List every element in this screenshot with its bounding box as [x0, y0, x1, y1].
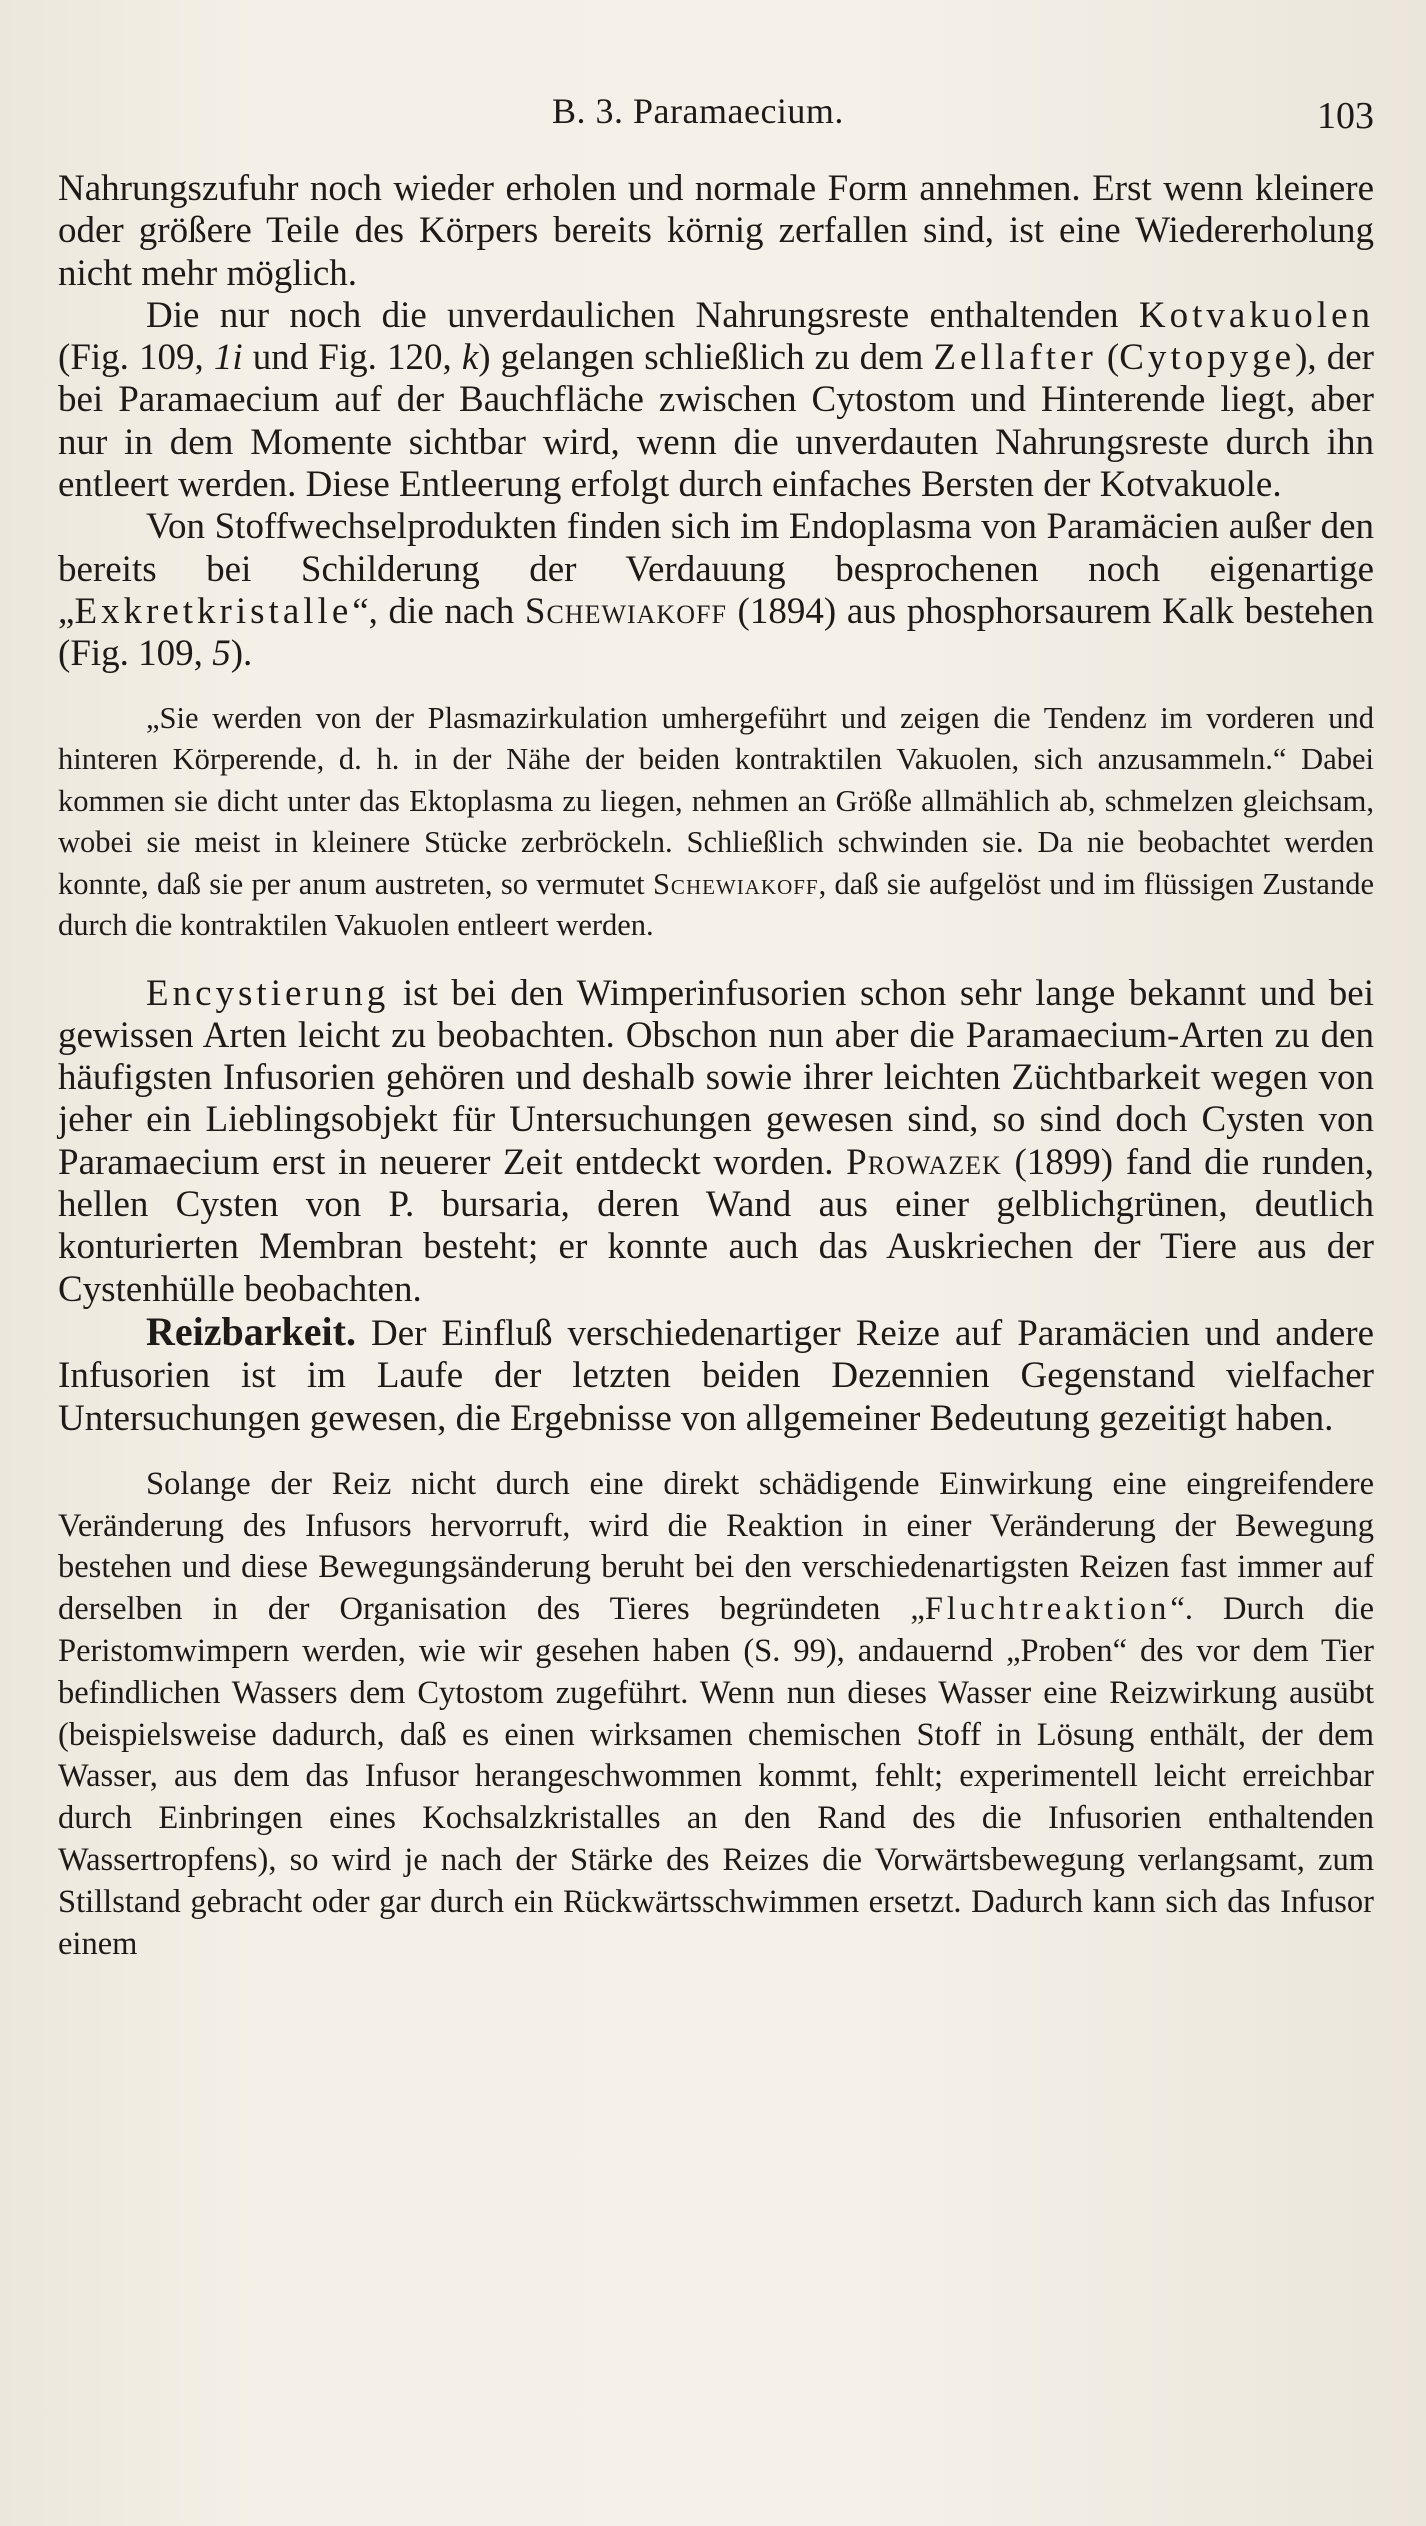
term-zellafter: Zellafter: [933, 337, 1097, 379]
paragraph-3-text: ).: [230, 633, 253, 675]
paragraph-4-text: (1899) fand die runden, hellen Cysten von P. bursaria, deren Wand aus einer gelblichgrünen, deutlich konturierten Membran besteht; er konnte auch das Auskriechen der Tiere aus der Cystenhülle beobachten.: [58, 1141, 1374, 1310]
term-cytopyge: Cytopyge: [1119, 337, 1296, 379]
paragraph-2-text: und Fig. 120,: [242, 337, 462, 379]
term-fluchtreaktion: Fluchtreaktion: [924, 1591, 1171, 1628]
paragraph-3: [58, 506, 1374, 675]
author-name: Prowazek: [846, 1141, 1002, 1183]
running-title: B. 3. Paramaecium.: [552, 91, 844, 131]
quotation-text: „Sie werden von der Plasmazirkulation umhergeführt und zeigen die Tendenz im vorderen und hinteren Körperende, d. h. in der Nähe der beiden kontraktilen Vakuolen, sich anzusammeln.“ Dabei kommen sie dicht unter das Ektoplasma zu liegen, nehmen an Größe allmählich ab, schmelzen gleichsam, wobei sie meist in kleinere Stücke zerbröckeln. Schließlich schwinden sie. Da nie beobachtet werden konnte, daß sie per anum austreten, so vermutet: [58, 700, 1374, 901]
page-header: [0, 84, 1426, 144]
paragraph-6-text: Solange der Reiz nicht durch eine direkt schädigende Einwirkung eine eingreifendere Veränderung des Infusors hervorruft, wird die Reaktion in einer Veränderung der Bewegung bestehen und diese Bewegungsänderung beruht bei den verschiedenartigsten Reizen fast immer auf derselben in der Organisation des Tieres begründeten „: [58, 1465, 1374, 1628]
author-name: Schewiakoff: [524, 590, 727, 632]
paragraph-6-text: “. Durch die Peristomwimpern werden, wie wir gesehen haben (S. 99), andauernd „Proben“ des vor dem Tier befindlichen Wassers dem Cytostom zugeführt. Wenn nun dieses Wasser eine Reizwirkung ausübt (beispielsweise dadurch, daß es einen wirksamen chemischen Stoff in Lösung enthält, der dem Wasser, aus dem das Infusor herangeschwommen kommt, fehlt; experimentell leicht erreichbar durch Einbringen eines Kochsalzkristalles an den Rand des die Infusorien enthaltenden Wassertropfens), so wird je nach der Stärke des Reizes die Vorwärtsbewegung verlangsamt, zum Stillstand gebracht oder gar durch ein Rückwärtsschwimmen ersetzt. Dadurch kann sich das Infusor einem: [58, 1591, 1374, 1962]
figure-ref: 1i: [213, 337, 243, 379]
paragraph-2-text: (Fig. 109,: [58, 337, 214, 379]
paragraph-1: [58, 168, 1374, 295]
quotation-paragraph: [58, 698, 1374, 947]
figure-ref: 5: [212, 633, 231, 675]
term-exkretkristalle: Exkretkristalle: [74, 590, 353, 632]
paragraph-2-text: (: [1096, 337, 1120, 379]
paragraph-2-text: ) gelangen schließlich zu dem: [478, 337, 934, 379]
paragraph-1-text: Nahrungszufuhr noch wieder erholen und normale Form annehmen. Erst wenn kleinere oder größere Teile des Körpers bereits körnig zerfallen sind, ist eine Wiedererholung nicht mehr möglich.: [58, 168, 1374, 294]
paragraph-3-text: Von Stoffwechselprodukten finden sich im Endoplasma von Paramäcien außer den bereits bei Schilderung der Verdauung besprochenen noch eigenartige „: [58, 506, 1374, 632]
paragraph-4-text: ist bei den Wimperinfusorien schon sehr lange bekannt und bei gewissen Arten leicht zu beobachten. Obschon nun aber die Paramaecium-Arten zu den häufigsten Infusorien gehören und deshalb sowie ihrer leichten Züchtbarkeit wegen von jeher ein Lieblingsobjekt für Untersuchungen gewesen sind, so sind doch Cysten von Paramaecium erst in neuerer Zeit entdeckt worden.: [58, 972, 1374, 1183]
term-encystierung: Encystierung: [146, 972, 390, 1014]
paragraph-fluchtreaktion: [58, 1464, 1374, 1966]
paragraph-2-text: ), der bei Paramaecium auf der Bauchfläche zwischen Cytostom und Hinterende liegt, aber nur in dem Momente sichtbar wird, wenn die unverdauten Nahrungsreste durch ihn entleert werden. Diese Entleerung erfolgt durch einfaches Bersten der Kotvakuole.: [58, 337, 1374, 506]
paragraph-2: [58, 295, 1374, 506]
page-number: 103: [1317, 95, 1374, 137]
quotation-text: , daß sie aufgelöst und im flüssigen Zustande durch die kontraktilen Vakuolen entleert werden.: [58, 866, 1374, 943]
paragraph-2-text: Die nur noch die unverdaulichen Nahrungsreste enthaltenden: [146, 294, 1139, 336]
term-kotvakuolen: Kotvakuolen: [1138, 294, 1374, 336]
figure-ref: k: [461, 337, 479, 379]
section-heading: Reizbarkeit.: [146, 1308, 356, 1354]
paragraph-5-text: Der Einfluß verschiedenartiger Reize auf Paramäcien und andere Infusorien ist im Laufe der letzten beiden Dezennien Gegenstand vielfacher Untersuchungen gewesen, die Ergebnisse von allgemeiner Bedeutung gezeitigt haben.: [58, 1312, 1374, 1439]
paragraph-reizbarkeit: [58, 1308, 1374, 1440]
paragraph-3-text: “, die nach: [352, 590, 525, 632]
author-name: Schewiakoff: [652, 866, 819, 901]
paragraph-3-text: (1894) aus phosphorsaurem Kalk bestehen (Fig. 109,: [58, 590, 1374, 675]
paragraph-encystierung: [58, 973, 1374, 1311]
body-text: [58, 168, 1374, 1965]
